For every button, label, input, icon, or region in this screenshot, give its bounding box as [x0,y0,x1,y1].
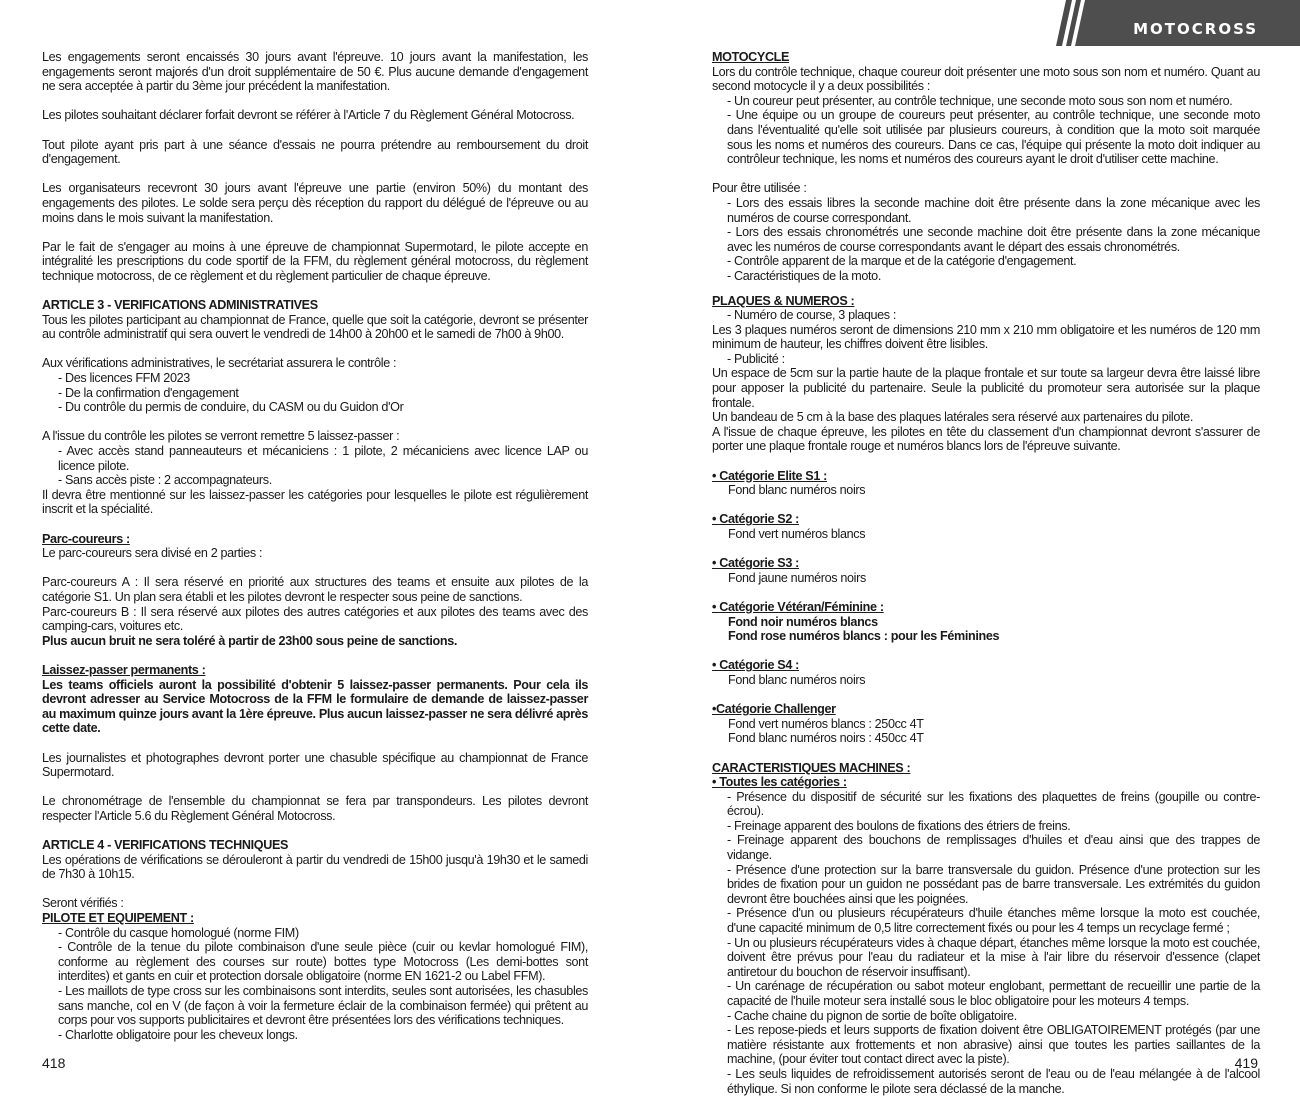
list-item: - Cache chaine du pignon de sortie de boîte obligatoire. [727,1008,1017,1023]
category-title: • Catégorie Elite S1 : [712,468,827,483]
list-item: - Présence du dispositif de sécurité sur les fixations des plaquettes de freins (goupille ou contre-écrou). [727,789,1260,819]
list-item: - De la confirmation d'engagement [58,385,239,400]
plates-line: A l'issue de chaque épreuve, les pilotes en tête du classement d'un championnat devront s'assurer de porter une plaque frontale rouge et numéros blancs lors de l'épreuve suivante. [712,424,1260,454]
list-item: - Présence d'un ou plusieurs récupérateurs d'huile étanches même lorsque la moto est couchée, d'une capacité minimum de 0,5 litre correctement fixés ou pour les 4 temps un recyclage fermé ; [727,906,1260,936]
category-block [712,512,1260,541]
category-title: • Catégorie S2 : [712,512,799,527]
pass-list [42,444,588,488]
right-page [650,0,1300,1096]
category-block [712,469,1260,498]
list-item: - Du contrôle du permis de conduire, du CASM ou du Guidon d'Or [58,400,404,415]
category-block [712,600,1260,644]
motocycle-list [712,94,1260,167]
category-title: • Catégorie S3 : [712,556,799,571]
page-number: 419 [1234,1055,1258,1071]
plates-heading: PLAQUES & NUMEROS : [712,293,855,308]
admin-intro: Aux vérifications administratives, le secrétariat assurera le contrôle : [42,356,397,371]
category-line: Fond noir numéros blancs [728,614,878,629]
chrono-paragraph: Le chronométrage de l'ensemble du championnat se fera par transpondeurs. Les pilotes devront respecter l'Article 5.6 du Règlement Général Motocross. [42,794,588,823]
list-item: - Sans accès piste : 2 accompagnateurs. [58,473,272,488]
left-column [42,50,588,1042]
plates-line: Un espace de 5cm sur la partie haute de la plaque frontale et sur toute sa largeur devra être laissé libre pour apposer la publicité du partenaire. Seule la publicité du promoteur sera autorisée sur la plaque frontale. [712,366,1260,410]
use-intro: Pour être utilisée : [712,181,807,196]
forfait-paragraph: Les pilotes souhaitant déclarer forfait devront se référer à l'Article 7 du Règlement Général Motocross. [42,108,575,123]
pilot-heading: PILOTE ET EQUIPEMENT : [42,911,194,926]
list-item: - Une équipe ou un groupe de coureurs peut présenter, au contrôle technique, une seconde moto dans l'éventualité qu'elle soit utilisée par plusieurs coureurs, à condition que la moto soit marquée sous les noms et numéros des coureurs. Dans ce cas, l'équipe qui présente la moto doit indiquer au contrôleur technique, les noms et numéros des coureurs ayant le droit d'utiliser cette machine. [727,108,1260,167]
list-item: - Un ou plusieurs récupérateurs vides à chaque départ, étanches même lorsque la moto est couchée, doivent être prévus pour l'eau du radiateur et la mise à l'air libre du réservoir d'essence (clapet antiretour du bouchon de réservoir insuffisant). [727,935,1260,979]
engagement-paragraph: Les engagements seront encaissés 30 jours avant l'épreuve. 10 jours avant la manifestation, les engagements seront majorés d'un droit supplémentaire de 50 €. Plus aucune demande d'engagement ne sera acceptée à partir du 3ème jour précédent la manifestation. [42,50,588,94]
category-line: Fond blanc numéros noirs [728,672,866,687]
category-line: Fond vert numéros blancs [728,527,866,541]
pilot-list [42,926,588,1043]
laissez-passer-heading: Laissez-passer permanents : [42,662,206,677]
category-block [712,556,1260,585]
list-item: - Les maillots de type cross sur les combinaisons sont interdits, seules sont autorisées, les chasubles sans manche, col en V (de façon à voir la fermeture éclair de la combinaison fermée) qui prêtent au corps pour vos supports publicitaires et devront être présentées lors des vérifications techniques. [58,984,588,1028]
use-list [712,196,1260,284]
laissez-passer-text: Les teams officiels auront la possibilité d'obtenir 5 laissez-passer permanents. Pour cela ils devront adresser au Service Motocross de la FFM le formulaire de demande de laissez-passer au maximum quinze jours avant la 1ère épreuve. Plus aucun laissez-passer ne sera délivré après cette date. [42,677,588,736]
list-item: - Charlotte obligatoire pour les cheveux longs. [58,1027,298,1042]
article3-heading: ARTICLE 3 - VERIFICATIONS ADMINISTRATIVES [42,298,318,313]
list-item: - Contrôle apparent de la marque et de la catégorie d'engagement. [727,254,1077,269]
category-line: Fond rose numéros blancs : pour les Féminines [728,629,1000,644]
list-item: - Avec accès stand panneauteurs et mécaniciens : 1 pilote, 2 mécaniciens avec licence LAP ou licence pilote. [58,444,588,473]
list-item: - Les seuls liquides de refroidissement autorisés seront de l'eau ou de l'eau mélangée à de l'alcool éthylique. Si non conforme le pilote sera déclassé de la manche. [727,1066,1260,1096]
list-item: - Des licences FFM 2023 [58,371,190,386]
list-item: - Présence d'une protection sur la barre transversale du guidon. Présence d'une protection sur les brides de fixation pour un guidon ne possédant pas de barre transversale. Les extrémités du guidon devront être bouchées ainsi que les poignées. [727,862,1260,906]
list-item: - Contrôle de la tenue du pilote combinaison d'une seule pièce (cuir ou kevlar homologué FIM), conforme au règlement des courses sur route) bottes type Motocross (Les demi-bottes sont interdites) et gants en cuir et protection dorsale obligatoire (norme EN 1621-2 ou Label FFM). [58,940,588,984]
right-column [712,50,1260,1096]
motocycle-heading: MOTOCYCLE [712,50,790,64]
essais-paragraph: Tout pilote ayant pris part à une séance d'essais ne pourra prétendre au remboursement du droit d'engagement. [42,137,588,167]
pass-note: Il devra être mentionné sur les laissez-passer les catégories pour lesquelles le pilote est régulièrement inscrit et la spécialité. [42,487,588,517]
motocycle-text: Lors du contrôle technique, chaque coureur doit présenter une moto sous son nom et numéro. Quant au second motocycle il y a deux possibilités : [712,64,1260,94]
category-line: Fond blanc numéros noirs [728,483,866,498]
verified-label: Seront vérifiés : [42,896,124,911]
category-block [712,658,1260,687]
parc-heading: Parc-coureurs : [42,531,130,546]
article4-heading: ARTICLE 4 - VERIFICATIONS TECHNIQUES [42,838,289,853]
characteristics-heading: CARACTERISTIQUES MACHINES : [712,760,911,775]
plates-line: Un bandeau de 5 cm à la base des plaques latérales sera réservé aux partenaires du pilote. [712,410,1193,425]
plates-line: Les 3 plaques numéros seront de dimensions 210 mm x 210 mm obligatoire et les numéros de 120 mm minimum de hauteur, les chiffres doivent être lisibles. [712,322,1260,352]
characteristics-list [712,790,1260,1096]
admin-list [42,371,588,415]
list-item: - Les repose-pieds et leurs supports de fixation doivent être OBLIGATOIREMENT protégés (par une matière résistante aux frottements et non abrasive) ainsi que toutes les parties saillantes de la machine, (pour éviter tout contact direct avec la piste). [727,1023,1260,1067]
journalists-paragraph: Les journalistes et photographes devront porter une chasuble spécifique au championnat de France Supermotard. [42,750,588,780]
parc-b: Parc-coureurs B : Il sera réservé aux pilotes des autres catégories et aux pilotes des teams avec des camping-cars, voitures etc. [42,604,588,634]
organisateurs-paragraph: Les organisateurs recevront 30 jours avant l'épreuve une partie (environ 50%) du montant des engagements des pilotes. Le solde sera perçu dès réception du rapport du délégué de l'épreuve ou au moins dans le mois suivant la manifestation. [42,181,588,225]
list-item: - Freinage apparent des bouchons de remplissages d'huiles et d'eau ainsi que des trappes de vidange. [727,833,1260,863]
engagement-acceptance-paragraph: Par le fait de s'engager au moins à une épreuve de championnat Supermotard, le pilote accepte en intégralité les prescriptions du code sportif de la FFM, du règlement général motocross, du règlement technique motocross, de ce règlement et du règlement particulier de chaque épreuve. [42,239,588,283]
parc-intro: Le parc-coureurs sera divisé en 2 parties : [42,546,263,561]
characteristics-subheading: • Toutes les catégories : [712,775,847,790]
list-item: - Contrôle du casque homologué (norme FIM) [58,925,299,940]
list-item: - Lors des essais libres la seconde machine doit être présente dans la zone mécanique avec les numéros de course correspondant. [727,195,1260,225]
category-title: • Catégorie S4 : [712,658,799,673]
category-title: •Catégorie Challenger [712,702,836,717]
category-line: Fond blanc numéros noirs : 450cc 4T [728,731,924,746]
pass-intro: A l'issue du contrôle les pilotes se verront remettre 5 laissez-passer : [42,429,400,444]
parc-noise-warning: Plus aucun bruit ne sera toléré à partir de 23h00 sous peine de sanctions. [42,633,458,648]
plates-line: - Publicité : [727,351,785,366]
list-item: - Un coureur peut présenter, au contrôle technique, une seconde moto sous son nom et numéro. [727,93,1233,108]
category-block [712,702,1260,746]
list-item: - Caractéristiques de la moto. [727,268,881,283]
banner-title: MOTOCROSS [1133,20,1258,38]
page-number: 418 [42,1055,66,1071]
left-page [0,0,650,1092]
category-line: Fond jaune numéros noirs [728,570,866,585]
list-item: - Un carénage de récupération ou sabot moteur englobant, permettant de recueillir une partie de la capacité de l'huile moteur sera installé sous le bloc obligatoire pour les moteurs 4 temps. [727,979,1260,1008]
category-line: Fond vert numéros blancs : 250cc 4T [728,716,924,731]
article4-text: Les opérations de vérifications se dérouleront à partir du vendredi de 15h00 jusqu'à 19h30 et le samedi de 7h30 à 10h15. [42,852,588,882]
article3-text: Tous les pilotes participant au championnat de France, quelle que soit la catégorie, devront se présenter au contrôle administratif qui sera ouvert le vendredi de 14h00 à 20h00 et le samedi de 7h00 à 9h00. [42,312,588,342]
category-title: • Catégorie Vétéran/Féminine : [712,599,884,614]
parc-a: Parc-coureurs A : Il sera réservé en priorité aux structures des teams et ensuite aux pilotes de la catégorie S1. Un plan sera établi et les pilotes devront le respecter sous peine de sanctions. [42,575,588,604]
list-item: - Freinage apparent des boulons de fixations des étriers de freins. [727,818,1071,833]
list-item: - Lors des essais chronométrés une seconde machine doit être présente dans la zone mécanique avec les numéros de course correspondants avant le départ des essais chronométrés. [727,225,1260,254]
plates-line: - Numéro de course, 3 plaques : [727,308,897,323]
